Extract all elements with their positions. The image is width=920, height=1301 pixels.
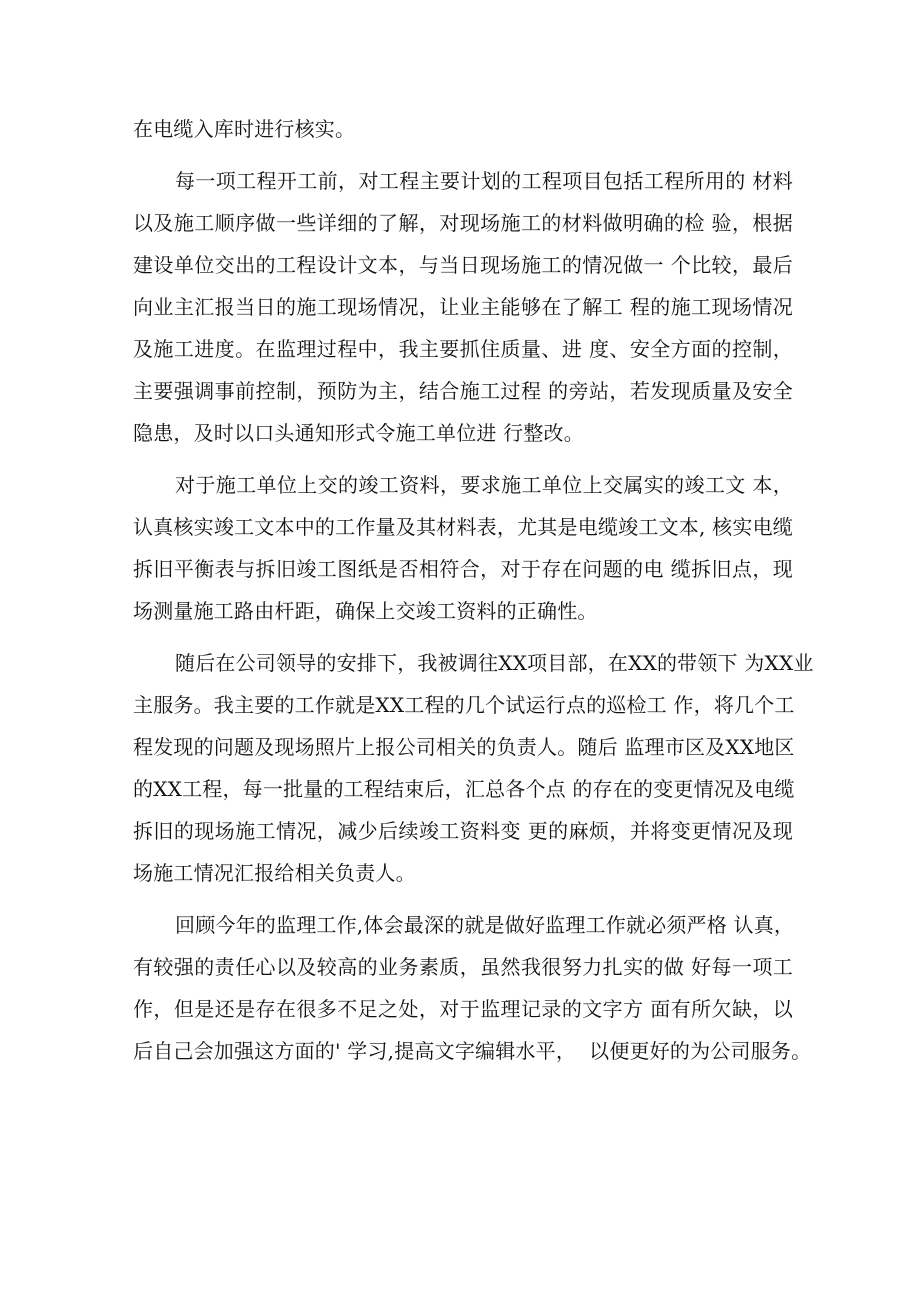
paragraph-line: 主服务。我主要的工作就是XX工程的几个试运行点的巡检工 作，将几个工 [133, 693, 795, 717]
paragraph-line: 有较强的责任心以及较高的业务素质，虽然我很努力扎实的做 好每一项工 [133, 955, 793, 979]
paragraph-spacer [133, 150, 793, 160]
paragraph-line: 在电缆入库时进行核实。 [133, 117, 356, 141]
paragraph-line: 拆旧平衡表与拆旧竣工图纸是否相符合，对于存在问题的电 缆拆旧点，现 [133, 557, 793, 581]
paragraph-line: 主要强调事前控制，预防为主，结合施工过程 的旁站，若发现质量及安全 [133, 379, 793, 403]
paragraph-line: 每一项工程开工前，对工程主要计划的工程项目包括工程所用的 材料 [175, 169, 793, 193]
paragraph-line: 向业主汇报当日的施工现场情况，让业主能够在了解工 程的施工现场情况 [133, 295, 793, 319]
paragraph-spacer [133, 894, 793, 904]
paragraph-line: 以及施工顺序做一些详细的了解，对现场施工的材料做明确的检 验，根据 [133, 211, 793, 235]
paragraph-spacer [133, 632, 793, 642]
paragraph [133, 108, 793, 150]
paragraph-line: 场测量施工路由杆距，确保上交竣工资料的正确性。 [133, 599, 598, 623]
paragraph [133, 904, 812, 1072]
paragraph-spacer [133, 454, 793, 464]
paragraph-line: 对于施工单位上交的竣工资料，要求施工单位上交属实的竣工文 本， [175, 473, 793, 497]
paragraph-line: 场施工情况汇报给相关负责人。 [133, 861, 416, 885]
document-body [133, 108, 814, 1072]
paragraph-line: 隐患，及时以口头通知形式令施工单位进 行整改。 [133, 421, 584, 445]
paragraph-line: 后自己会加强这方面的' 学习,提高文字编辑水平， 以便更好的为公司服务。 [133, 1039, 812, 1063]
paragraph-line: 随后在公司领导的安排下，我被调往XX项目部，在XX的带领下 为XX业 [175, 651, 814, 675]
paragraph-line: 作，但是还是存在很多不足之处，对于监理记录的文字方 面有所欠缺，以 [133, 997, 793, 1021]
paragraph-line: 及施工进度。在监理过程中，我主要抓住质量、进 度、安全方面的控制， [133, 337, 793, 361]
paragraph-line: 的XX工程，每一批量的工程结束后，汇总各个点 的存在的变更情况及电缆 [133, 777, 795, 801]
paragraph-line: 认真核实竣工文本中的工作量及其材料表，尤其是电缆竣工文本, 核实电缆 [133, 515, 793, 539]
paragraph-line: 拆旧的现场施工情况，减少后续竣工资料变 更的麻烦，并将变更情况及现 [133, 819, 793, 843]
paragraph [133, 160, 793, 454]
paragraph-line: 回顾今年的监理工作,体会最深的就是做好监理工作就必须严格 认真， [175, 913, 795, 937]
paragraph [133, 464, 793, 632]
paragraph [133, 642, 814, 894]
paragraph-line: 建设单位交出的工程设计文本，与当日现场施工的情况做一 个比较，最后 [133, 253, 793, 277]
paragraph-line: 程发现的问题及现场照片上报公司相关的负责人。随后 监理市区及XX地区 [133, 735, 795, 759]
